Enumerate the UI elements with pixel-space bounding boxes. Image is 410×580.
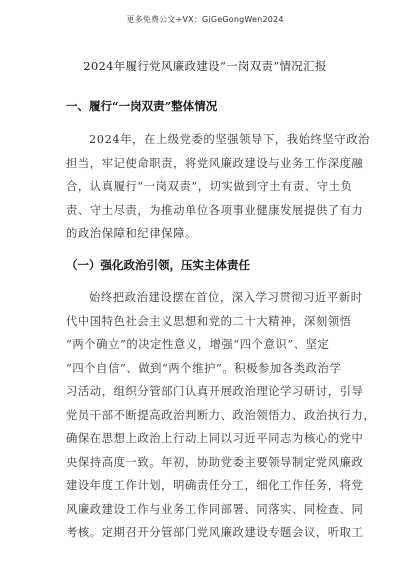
section-1-paragraph bbox=[66, 128, 370, 246]
section-heading-1: 一、履行“一岗双责”整体情况 bbox=[66, 99, 218, 113]
paragraph-line: 确保在思想上政治上行动上同以习近平同志为核心的党中 bbox=[66, 432, 364, 445]
paragraph-line: 合，认真履行“一岗双责”，切实做到守土有责、守土负 bbox=[66, 180, 353, 193]
paragraph-line: “四个自信”、做到“两个维护”。积极参加各类政治学 bbox=[66, 361, 342, 375]
paragraph-line: 央保持高度一致。年初，协助党委主要领导制定党风廉政 bbox=[66, 455, 364, 469]
paragraph-line: 风廉政建设工作与业务工作同部署、同落实、同检查、同 bbox=[66, 502, 364, 516]
paragraph-line: 党员干部不断提高政治判断力、政治领悟力、政治执行力， bbox=[66, 408, 376, 422]
paragraph-line: 习活动，组织分管部门认真开展政治理论学习研讨，引导 bbox=[66, 385, 364, 398]
paragraph-line: 建设年度工作计划，明确责任分工，细化工作任务，将党 bbox=[66, 479, 364, 492]
paragraph-line: 的政治保障和纪律保障。 bbox=[66, 227, 197, 240]
section-2-paragraph bbox=[66, 286, 376, 545]
document-title: 2024年履行党风廉政建设“一岗双责”情况汇报 bbox=[83, 59, 327, 73]
paragraph-line: “两个确立”的决定性意义，增强“四个意识”、坚定 bbox=[66, 338, 330, 351]
paragraph-line: 始终把政治建设摆在首位，深入学习贯彻习近平新时 bbox=[89, 291, 363, 304]
paragraph-line: 考核。定期召开分管部门党风廉政建设专题会议，听取工 bbox=[66, 526, 364, 539]
paragraph-line: 代中国特色社会主义思想和党的二十大精神，深刻领悟 bbox=[66, 314, 352, 328]
paragraph-line: 责、守土尽责，为推动单位各项事业健康发展提供了有力 bbox=[66, 203, 364, 217]
header-note: 更多免费公文+VX：GiGeGongWen2024 bbox=[126, 15, 284, 24]
paragraph-line: 2024年，在上级党委的坚强领导下，我始终坚守政治 bbox=[89, 133, 370, 146]
paragraph-line: 担当，牢记使命职责，将党风廉政建设与业务工作深度融 bbox=[66, 156, 364, 170]
section-heading-2: （一）强化政治引领，压实主体责任 bbox=[66, 258, 250, 272]
